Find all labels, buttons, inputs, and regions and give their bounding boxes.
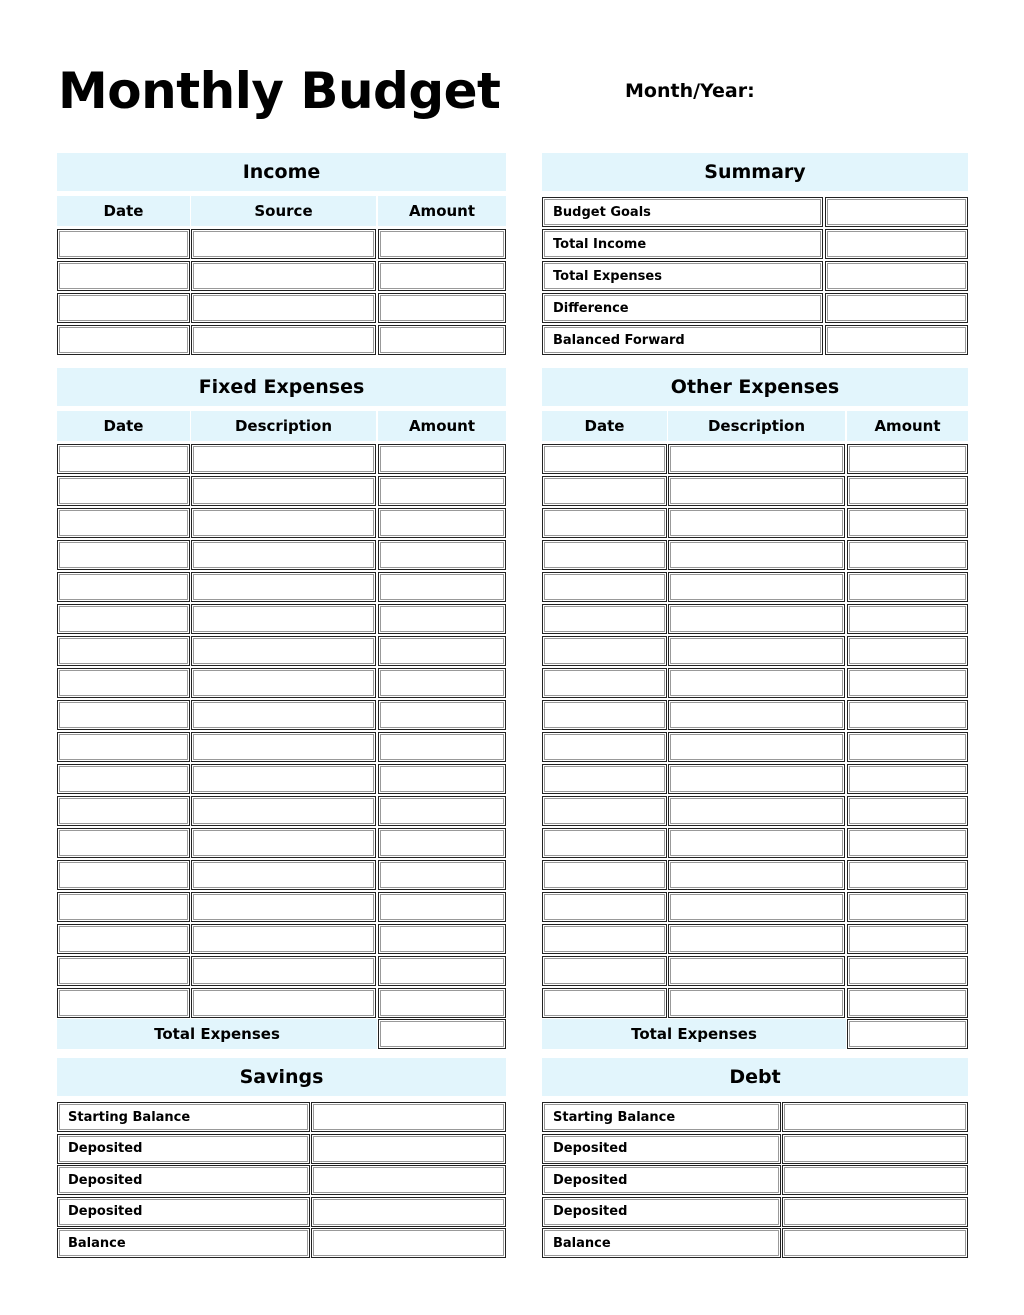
fixed-expenses-date-cell[interactable] [57, 444, 190, 474]
other-expenses-col-header-date: Date [542, 411, 667, 441]
fixed-expenses-date-cell[interactable] [57, 572, 190, 602]
fixed-expenses-date-cell[interactable] [57, 700, 190, 730]
income-date-cell[interactable] [57, 325, 190, 355]
other-expenses-description-cell[interactable] [668, 764, 845, 794]
fixed-expenses-date-cell[interactable] [57, 732, 190, 762]
fixed-expenses-amount-cell[interactable] [378, 476, 506, 506]
fixed-expenses-amount-cell[interactable] [378, 988, 506, 1018]
other-expenses-date-cell[interactable] [542, 540, 667, 570]
summary-label-balanced-forward: Balanced Forward [542, 325, 823, 355]
fixed-expenses-date-cell[interactable] [57, 892, 190, 922]
fixed-expenses-total-label: Total Expenses [57, 1019, 377, 1049]
other-expenses-amount-cell[interactable] [847, 828, 968, 858]
debt-label-deposited: Deposited [542, 1165, 781, 1195]
fixed-expenses-description-cell[interactable] [191, 604, 376, 634]
debt-value-deposited[interactable] [782, 1197, 968, 1227]
other-expenses-header: Other Expenses [542, 368, 968, 406]
other-expenses-description-cell[interactable] [668, 988, 845, 1018]
fixed-expenses-col-header-amount: Amount [378, 411, 506, 441]
other-expenses-amount-cell[interactable] [847, 508, 968, 538]
other-expenses-amount-cell[interactable] [847, 956, 968, 986]
other-expenses-amount-cell[interactable] [847, 572, 968, 602]
income-date-cell[interactable] [57, 229, 190, 259]
fixed-expenses-date-cell[interactable] [57, 668, 190, 698]
savings-label-deposited: Deposited [57, 1197, 310, 1227]
fixed-expenses-amount-cell[interactable] [378, 828, 506, 858]
income-col-header-amount: Amount [378, 196, 506, 226]
fixed-expenses-amount-cell[interactable] [378, 924, 506, 954]
month-year-label: Month/Year: [625, 80, 755, 102]
fixed-expenses-date-cell[interactable] [57, 956, 190, 986]
other-expenses-description-cell[interactable] [668, 700, 845, 730]
income-col-header-date: Date [57, 196, 190, 226]
fixed-expenses-amount-cell[interactable] [378, 732, 506, 762]
fixed-expenses-description-cell[interactable] [191, 700, 376, 730]
fixed-expenses-description-cell[interactable] [191, 540, 376, 570]
fixed-expenses-description-cell[interactable] [191, 508, 376, 538]
debt-label-balance: Balance [542, 1228, 781, 1258]
fixed-expenses-amount-cell[interactable] [378, 700, 506, 730]
fixed-expenses-total-value[interactable] [378, 1019, 506, 1049]
fixed-expenses-col-header-date: Date [57, 411, 190, 441]
other-expenses-date-cell[interactable] [542, 828, 667, 858]
income-source-cell[interactable] [191, 229, 376, 259]
other-expenses-description-cell[interactable] [668, 604, 845, 634]
other-expenses-amount-cell[interactable] [847, 444, 968, 474]
other-expenses-amount-cell[interactable] [847, 700, 968, 730]
income-amount-cell[interactable] [378, 293, 506, 323]
income-amount-cell[interactable] [378, 229, 506, 259]
savings-value-deposited[interactable] [311, 1165, 506, 1195]
summary-value-difference[interactable] [825, 293, 968, 323]
other-expenses-description-cell[interactable] [668, 956, 845, 986]
fixed-expenses-date-cell[interactable] [57, 796, 190, 826]
summary-value-total-income[interactable] [825, 229, 968, 259]
fixed-expenses-description-cell[interactable] [191, 732, 376, 762]
summary-label-total-income: Total Income [542, 229, 823, 259]
other-expenses-description-cell[interactable] [668, 732, 845, 762]
savings-value-starting-balance[interactable] [311, 1102, 506, 1132]
month-year-field[interactable] [760, 78, 960, 106]
income-source-cell[interactable] [191, 325, 376, 355]
summary-value-total-expenses[interactable] [825, 261, 968, 291]
other-expenses-description-cell[interactable] [668, 860, 845, 890]
other-expenses-date-cell[interactable] [542, 764, 667, 794]
fixed-expenses-amount-cell[interactable] [378, 572, 506, 602]
other-expenses-description-cell[interactable] [668, 828, 845, 858]
other-expenses-date-cell[interactable] [542, 636, 667, 666]
debt-value-deposited[interactable] [782, 1165, 968, 1195]
savings-header: Savings [57, 1058, 506, 1096]
other-expenses-description-cell[interactable] [668, 508, 845, 538]
other-expenses-amount-cell[interactable] [847, 476, 968, 506]
fixed-expenses-amount-cell[interactable] [378, 636, 506, 666]
other-expenses-date-cell[interactable] [542, 700, 667, 730]
other-expenses-total-value[interactable] [847, 1019, 968, 1049]
other-expenses-date-cell[interactable] [542, 956, 667, 986]
other-expenses-date-cell[interactable] [542, 508, 667, 538]
other-expenses-date-cell[interactable] [542, 860, 667, 890]
other-expenses-description-cell[interactable] [668, 476, 845, 506]
fixed-expenses-description-cell[interactable] [191, 476, 376, 506]
income-header: Income [57, 153, 506, 191]
income-source-cell[interactable] [191, 261, 376, 291]
other-expenses-date-cell[interactable] [542, 892, 667, 922]
fixed-expenses-date-cell[interactable] [57, 860, 190, 890]
fixed-expenses-description-cell[interactable] [191, 668, 376, 698]
savings-value-balance[interactable] [311, 1228, 506, 1258]
fixed-expenses-date-cell[interactable] [57, 924, 190, 954]
other-expenses-date-cell[interactable] [542, 732, 667, 762]
savings-label-deposited: Deposited [57, 1165, 310, 1195]
fixed-expenses-date-cell[interactable] [57, 828, 190, 858]
income-amount-cell[interactable] [378, 261, 506, 291]
fixed-expenses-amount-cell[interactable] [378, 604, 506, 634]
fixed-expenses-amount-cell[interactable] [378, 860, 506, 890]
summary-label-difference: Difference [542, 293, 823, 323]
other-expenses-amount-cell[interactable] [847, 796, 968, 826]
other-expenses-col-header-amount: Amount [847, 411, 968, 441]
other-expenses-amount-cell[interactable] [847, 924, 968, 954]
debt-label-deposited: Deposited [542, 1134, 781, 1164]
fixed-expenses-description-cell[interactable] [191, 636, 376, 666]
debt-label-starting-balance: Starting Balance [542, 1102, 781, 1132]
income-date-cell[interactable] [57, 293, 190, 323]
fixed-expenses-date-cell[interactable] [57, 508, 190, 538]
fixed-expenses-date-cell[interactable] [57, 476, 190, 506]
fixed-expenses-date-cell[interactable] [57, 540, 190, 570]
fixed-expenses-header: Fixed Expenses [57, 368, 506, 406]
fixed-expenses-amount-cell[interactable] [378, 508, 506, 538]
fixed-expenses-description-cell[interactable] [191, 988, 376, 1018]
other-expenses-amount-cell[interactable] [847, 988, 968, 1018]
other-expenses-amount-cell[interactable] [847, 668, 968, 698]
fixed-expenses-description-cell[interactable] [191, 860, 376, 890]
fixed-expenses-description-cell[interactable] [191, 444, 376, 474]
other-expenses-amount-cell[interactable] [847, 540, 968, 570]
other-expenses-description-cell[interactable] [668, 540, 845, 570]
fixed-expenses-description-cell[interactable] [191, 892, 376, 922]
fixed-expenses-date-cell[interactable] [57, 604, 190, 634]
other-expenses-amount-cell[interactable] [847, 764, 968, 794]
fixed-expenses-date-cell[interactable] [57, 764, 190, 794]
other-expenses-date-cell[interactable] [542, 604, 667, 634]
other-expenses-amount-cell[interactable] [847, 892, 968, 922]
summary-value-budget-goals[interactable] [825, 197, 968, 227]
savings-label-deposited: Deposited [57, 1134, 310, 1164]
income-amount-cell[interactable] [378, 325, 506, 355]
other-expenses-col-header-description: Description [668, 411, 845, 441]
fixed-expenses-amount-cell[interactable] [378, 668, 506, 698]
other-expenses-description-cell[interactable] [668, 892, 845, 922]
other-expenses-description-cell[interactable] [668, 444, 845, 474]
debt-label-deposited: Deposited [542, 1197, 781, 1227]
fixed-expenses-amount-cell[interactable] [378, 540, 506, 570]
fixed-expenses-date-cell[interactable] [57, 636, 190, 666]
other-expenses-description-cell[interactable] [668, 572, 845, 602]
debt-value-balance[interactable] [782, 1228, 968, 1258]
other-expenses-date-cell[interactable] [542, 988, 667, 1018]
savings-label-starting-balance: Starting Balance [57, 1102, 310, 1132]
savings-label-balance: Balance [57, 1228, 310, 1258]
income-source-cell[interactable] [191, 293, 376, 323]
other-expenses-description-cell[interactable] [668, 924, 845, 954]
fixed-expenses-description-cell[interactable] [191, 796, 376, 826]
fixed-expenses-description-cell[interactable] [191, 956, 376, 986]
income-date-cell[interactable] [57, 261, 190, 291]
other-expenses-amount-cell[interactable] [847, 636, 968, 666]
savings-value-deposited[interactable] [311, 1134, 506, 1164]
fixed-expenses-description-cell[interactable] [191, 828, 376, 858]
page-title: Monthly Budget [58, 62, 501, 120]
fixed-expenses-amount-cell[interactable] [378, 956, 506, 986]
other-expenses-description-cell[interactable] [668, 668, 845, 698]
fixed-expenses-description-cell[interactable] [191, 924, 376, 954]
debt-header: Debt [542, 1058, 968, 1096]
fixed-expenses-amount-cell[interactable] [378, 444, 506, 474]
other-expenses-date-cell[interactable] [542, 476, 667, 506]
other-expenses-date-cell[interactable] [542, 924, 667, 954]
other-expenses-total-label: Total Expenses [542, 1019, 846, 1049]
fixed-expenses-col-header-description: Description [191, 411, 376, 441]
other-expenses-date-cell[interactable] [542, 444, 667, 474]
fixed-expenses-amount-cell[interactable] [378, 796, 506, 826]
other-expenses-description-cell[interactable] [668, 796, 845, 826]
other-expenses-amount-cell[interactable] [847, 732, 968, 762]
other-expenses-date-cell[interactable] [542, 796, 667, 826]
other-expenses-description-cell[interactable] [668, 636, 845, 666]
fixed-expenses-description-cell[interactable] [191, 764, 376, 794]
savings-value-deposited[interactable] [311, 1197, 506, 1227]
fixed-expenses-amount-cell[interactable] [378, 764, 506, 794]
summary-label-total-expenses: Total Expenses [542, 261, 823, 291]
summary-header: Summary [542, 153, 968, 191]
fixed-expenses-description-cell[interactable] [191, 572, 376, 602]
other-expenses-amount-cell[interactable] [847, 860, 968, 890]
other-expenses-date-cell[interactable] [542, 572, 667, 602]
other-expenses-amount-cell[interactable] [847, 604, 968, 634]
other-expenses-date-cell[interactable] [542, 668, 667, 698]
income-col-header-source: Source [191, 196, 376, 226]
fixed-expenses-amount-cell[interactable] [378, 892, 506, 922]
debt-value-starting-balance[interactable] [782, 1102, 968, 1132]
summary-value-balanced-forward[interactable] [825, 325, 968, 355]
summary-label-budget-goals: Budget Goals [542, 197, 823, 227]
debt-value-deposited[interactable] [782, 1134, 968, 1164]
fixed-expenses-date-cell[interactable] [57, 988, 190, 1018]
